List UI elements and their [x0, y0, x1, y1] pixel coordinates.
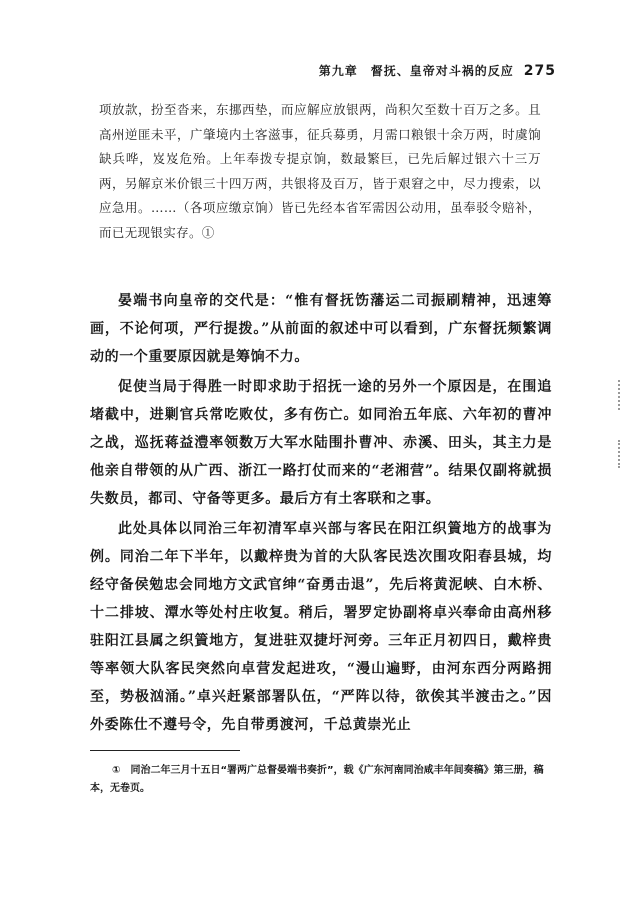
footnote: ① 同治二年三月十五日“署两广总督晏端书奏折”，载《广东河南同治咸丰年间奏稿》第三册，稿本，无卷页。 — [90, 765, 544, 794]
block-quote-text: 项放款，扮至沓来，东挪西垫，而应解应放银两，尚积欠至数十百万之多。且高州逆匪未平，广肇境内土客滋事，征兵募勇，月需口粮银十余万两，时虞饷缺兵哗，岌岌危殆。上年奉拨专提京饷，数最繁巨，已先后解过银六十三万两，另解京米价银三十四万两，共银将及百万，皆于艰窘之中，尽力搜索，以应急用。……（各项应缴京饷）皆已先经本省军需因公动用，虽奉驳令赔补，而已无现银实存。① — [99, 102, 541, 240]
margin-mark — [618, 380, 626, 410]
footnote-divider — [90, 750, 240, 751]
body-paragraph-2: 促使当局于得胜一时即求助于招抚一途的另外一个原因是，在围追堵截中，进剿官兵常吃败仗，多有伤亡。如同治五年底、六年初的曹冲之战，巡抚蒋益澧率领数万大军水陆围扑曹冲、赤溪、田头，其主力是他亲自带领的从广西、浙江一路打仗而来的“老湘营”。结果仅副将就损失数员，都司、守备等更多。最后方有土客联和之事。 — [90, 379, 552, 507]
margin-mark — [618, 440, 626, 468]
body-paragraph-1: 晏端书向皇帝的交代是：“惟有督抚饬藩运二司振刷精神，迅速筹画，不论何项，严行提拨。”从前面的叙述中可以看到，广东督抚频繁调动的一个重要原因就是筹饷不力。 — [90, 293, 552, 365]
running-head — [319, 62, 556, 79]
block-quote — [99, 98, 541, 245]
chapter-title: 第九章 督抚、皇帝对斗祸的反应 — [318, 64, 514, 78]
body-paragraph-3: 此处具体以同治三年初清军卓兴部与客民在阳江织篢地方的战事为例。同治二年下半年，以戴梓贵为首的大队客民迭次围攻阳春县城，均经守备侯勉忠会同地方文武官绅“奋勇击退”，先后将黄泥峡、白木桥、十二排坡、潭水等处村庄收复。稍后，署罗定协副将卓兴奉命由高州移驻阳江县属之织篢地方，复进驻双捷圩河旁。三年正月初四日，戴梓贵等率领大队客民突然向卓营发起进攻，“漫山遍野，由河东西分两路拥至，势极汹涌。”卓兴赶紧部署队伍，“严阵以待，欲俟其半渡击之。”因外委陈仕不遵号令，先自带勇渡河，千总黄崇光止 — [90, 521, 552, 733]
page-number: 275 — [523, 63, 556, 79]
